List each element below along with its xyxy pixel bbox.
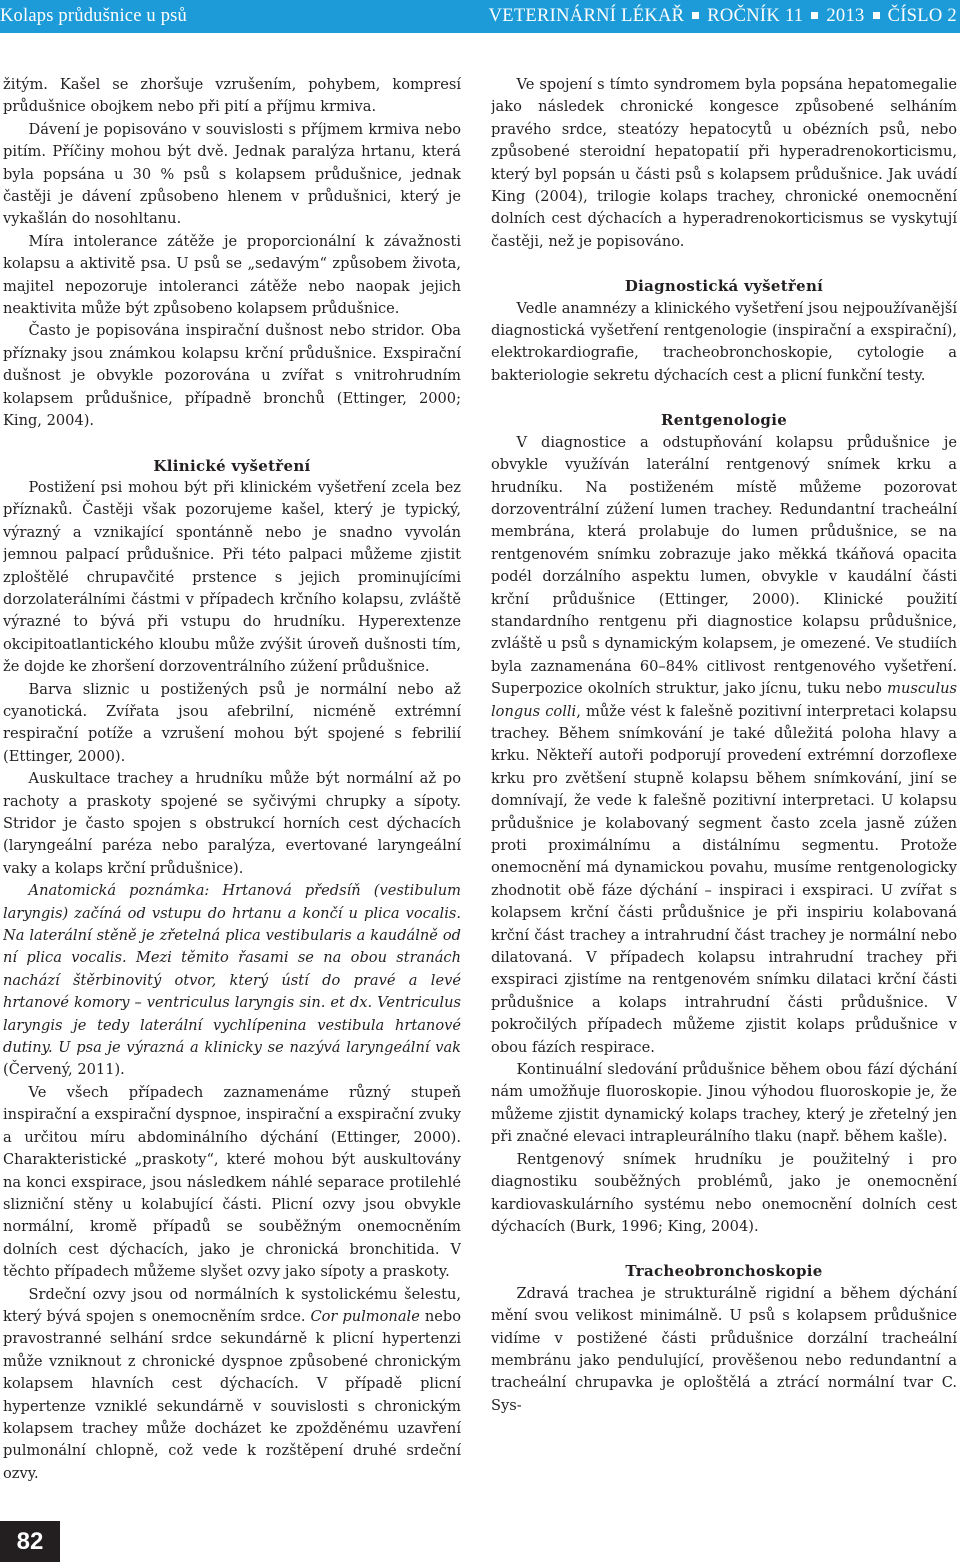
article-title: Kolaps průdušnice u psů [0,6,188,26]
left-column [3,74,461,1519]
paragraph: Vedle anamnézy a klinického vyšetření jsou nejpoužívanější diagnostická vyšetření rentgenologie (inspirační a exspirační), elektrokardiografie, tracheobronchoskopie, cytologie a bakteriologie sekretu dýchacích cest a plicní funkční testy. [491,299,957,384]
paragraph: Postižení psi mohou být při klinickém vyšetření zcela bez příznaků. Častěji však pozorujeme kašel, který je typický, výrazný a vznikající spontánně nebo je snadno vyvolán jemnou palpací průdušnice. Při této palpaci můžeme zjistit zploštělé chrupavčité prstence s jejich prominujícími dorzolaterálními částmi v případech krčního kolapsu, zvláště výrazné to bývá při vstupu do hrudníku. Hyperextenze okcipitoatlantického kloubu může zvýšit úroveň dušnosti tím, že dojde ke zhoršení dorzoventrálního zúžení průdušnice. [3,478,461,676]
paragraph: Míra intolerance zátěže je proporcionální k závažnosti kolapsu a aktivitě psa. U psů se „sedavým“ způsobem života, majitel nepozoruje intoleranci zátěže nebo naopak jejich neaktivita může být způsobeno kolapsem průdušnice. [3,232,461,318]
running-header [0,0,960,33]
paragraph: Často je popisována inspirační dušnost nebo stridor. Oba příznaky jsou známkou kolapsu krční průdušnice. Exspirační dušnost je obvykle pozorována u zvířat s vnitrohrudním kolapsem průdušnice, případně bronchů (Ettinger, 2000; King, 2004). [3,322,461,430]
paragraph: Kontinuální sledování průdušnice během obou fází dýchání nám umožňuje fluoroskopie. Jinou výhodou fluoroskopie je, že můžeme zjistit dynamický kolaps trachey, který je zřetelný jen při značné elevaci intrapleurálního tlaku (např. během kašle). [491,1061,957,1146]
paragraph: žitým. Kašel se zhoršuje vzrušením, pohybem, kompresí průdušnice obojkem nebo při pití a příjmu krmiva. [3,76,461,116]
latin-term: musculus longus colli [491,680,957,720]
square-separator-icon [873,12,880,19]
text-run: Srdeční ozvy jsou od normálních k systolickému šelestu, který bývá spojen s onemocněním srdce. [3,1285,461,1325]
paragraph: Ve všech případech zaznamenáme různý stupeň inspirační a exspirační dyspnoe, inspirační a exspirační zvuky a určitou míru abdominálního dýchání (Ettinger, 2000). Charakteristické „praskoty“, které mohou být auskultovány na konci exspirace, jsou následkem náhlé separace protilehlé slizniční stěny u kolabující části. Plicní ozvy jsou obvykle normální, kromě případů se souběžným onemocněním dolních cest dýchacích, jako je chronická bronchitida. V těchto případech můžeme slyšet ozvy jako sípoty a praskoty. [3,1083,461,1281]
square-separator-icon [692,12,699,19]
text-run: , může vést k falešně pozitivní interpretaci kolapsu trachey. Během snímkování je také důležitá poloha hlavy a krku. Někteří autoři podporují provedení extrémní dorzoflexe krku pro zvětšení stupně kolapsu během snímkování, jiní se domnívají, že vede k falešně pozitivní interpretaci. U kolapsu průdušnice je kolabovaný segment často zcela jasně zúžen proti proximálnímu a distálnímu segmentu. Protože onemocnění má dynamickou povahu, musíme rentgenologicky zhodnotit obě fáze dýchání – inspiraci i exspiraci. U zvířat s kolapsem krční části průdušnice je při inspiriu kolabovaná krční část trachey a intrahrudní část trachey je normální nebo dilatovaná. V případech kolapsu intrahrudní trachey při exspiraci zjistíme na rentgenovém snímku dilataci krční části průdušnice a kolaps intrahrudní části průdušnice. V pokročilých případech můžeme zjistit kolaps průdušnice v obou fázích respirace. [491,702,957,1056]
section-heading-clinical: Klinické vyšetření [153,456,311,475]
anatomical-note [3,880,461,1082]
paragraph: Barva sliznic u postižených psů je normální nebo až cyanotická. Zvířata jsou afebrilní, nicméně extrémní respirační potíže a vzrušení mohou být spojené s febrilií (Ettinger, 2000). [3,680,461,765]
anatomical-note-text: Anatomická poznámka: Hrtanová předsíň (vestibulum laryngis) začíná od vstupu do hrtanu a končí u plica vocalis. Na laterální stěně je zřetelná plica vestibularis a kaudálně od ní plica vocalis. Mezi těmito řasami se na obou stranách nachází štěrbinovitý otvor, který ústí do pravé a levé hrtanové komory – ventriculus laryngis sin. et dx. Ventriculus laryngis je tedy laterální vychlípenina vestibula hrtanové dutiny. U psa je výrazná a klinicky se nazývá laryngeální vak [3,882,461,1057]
journal-issue: ČÍSLO 2 [887,6,957,26]
paragraph: Ve spojení s tímto syndromem byla popsána hepatomegalie jako následek chronické kongesce způsobené selháním pravého srdce, steatózy hepatocytů u obézních psů, nebo způsobené steroidní hepatopatií při hyperadrenokorticismu, který byl popsán u části psů s kolapsem průdušnice. Jak uvádí King (2004), trilogie kolaps trachey, chronické onemocnění dolních cest dýchacích a hyperadrenokorticismus se vyskytují častěji, než je popisováno. [491,76,957,250]
journal-volume: ROČNÍK 11 [707,6,804,26]
section-heading-radiology: Rentgenologie [660,411,788,430]
paragraph [3,1284,461,1486]
latin-term: Cor pulmonale [310,1307,420,1325]
text-run: nebo pravostranné selhání srdce sekundárně k plicní hypertenzi může vzniknout z chronické dyspnoe způsobené chronickým kolapsem hlavních cest dýchacích. V případě plicní hypertenze vzniklé sekundárně v souvislosti s chronickým kolapsem trachey může docházet ke zpožděnému uzavření pulmonální chlopně, což vede k rozštěpení druhé srdeční ozvy. [3,1307,461,1482]
journal-name: VETERINÁRNÍ LÉKAŘ [488,6,685,26]
paragraph: Rentgenový snímek hrudníku je použitelný i pro diagnostiku souběžných problémů, jako je onemocnění kardiovaskulárního systému nebo onemocnění dolních cest dýchacích (Burk, 1996; King, 2004). [491,1150,957,1235]
paragraph: Dávení je popisováno v souvislosti s příjmem krmiva nebo pitím. Příčiny mohou být dvě. Jednak paralýza hrtanu, která byla popsána u 30 % psů s kolapsem průdušnice, jednak častěji je dávení způsobeno hlenem v průdušnici, který je vykašlán do nosohltanu. [3,120,461,228]
journal-info [489,0,957,33]
page-number: 82 [0,1521,60,1562]
square-separator-icon [811,12,818,19]
journal-year: 2013 [826,6,865,26]
text-run: V diagnostice a odstupňování kolapsu průdušnice je obvykle využíván laterální rentgenový snímek krku a hrudníku. Na postiženém místě můžeme pozorovat dorzoventrální zúžení lumen trachey. Redundantní tracheální membrána, která prolabuje do lumen průdušnice, se na rentgenovém snímku zobrazuje jako měkká tkáňová opacita podél dorzálního aspektu lumen, obvykle v kaudální části krční průdušnice (Ettinger, 2000). Klinické použití standardního rentgenu při diagnostice kolapsu průdušnice, zvláště u psů s dynamickým kolapsem, je omezené. Ve studiích byla zaznamenána 60–84% citlivost rentgenového vyšetření. Superpozice okolních struktur, jako jícnu, tuku nebo [491,433,957,698]
citation: (Červený, 2011). [3,1061,125,1079]
paragraph: Zdravá trachea je strukturálně rigidní a během dýchání mění svou velikost minimálně. U psů s kolapsem průdušnice vidíme v postižené části průdušnice dorzální tracheální membránu jako pendulující, prověšenou nebo redundantní a tracheální chrupavka je oploštělá a ztrácí normální tvar C. Sys- [491,1284,957,1414]
right-column [491,74,957,1519]
section-heading-tracheobronchoscopy: Tracheobronchoskopie [625,1262,823,1281]
paragraph: Auskultace trachey a hrudníku může být normální až po rachoty a praskoty spojené se syčivými chrupky a sípoty. Stridor je často spojen s obstrukcí horních cest dýchacích (laryngeální paréza nebo paralýza, evertované laryngeální vaky a kolaps krční průdušnice). [3,770,461,877]
paragraph [491,432,957,1059]
section-heading-diagnostic: Diagnostická vyšetření [624,277,824,296]
